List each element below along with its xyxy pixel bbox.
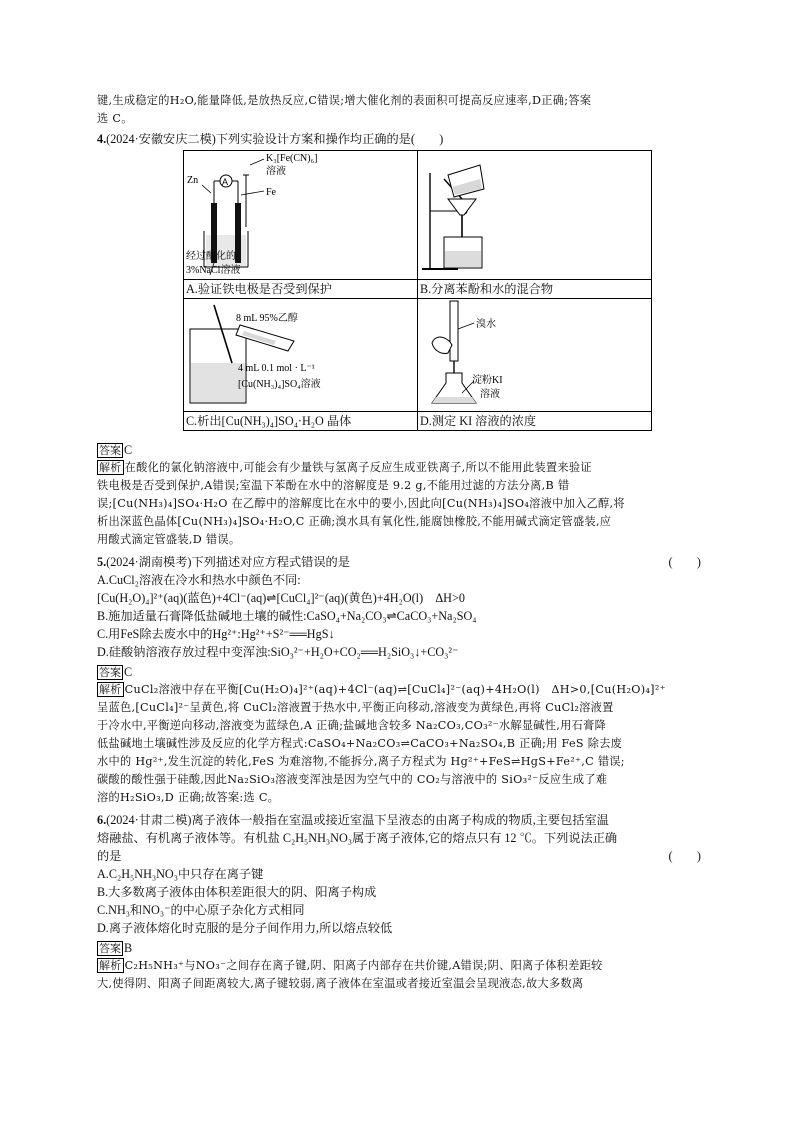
analysis-line: 用酸式滴定管盛装,D 错误。 [97, 533, 241, 546]
answer-value: C [124, 443, 133, 457]
question-stem-text: (2024·安徽安庆二模)下列实验设计方案和操作均正确的是( ) [106, 132, 444, 146]
ammeter-label: A [222, 177, 229, 187]
question-stem-line: 的是 ( ) [97, 849, 701, 863]
solution-label: 3%NaCl溶液 [186, 265, 241, 276]
bromine-water-label: 溴水 [476, 319, 496, 330]
question-5-stem [97, 553, 701, 571]
option-line: D.离子液体熔化时克服的是分子间作用力,所以熔点较低 [97, 921, 393, 935]
caption-c: C.析出[Cu(NH₃)₄]SO₄·H₂O 晶体 [184, 412, 418, 431]
option-line: A.C₂H₅NH₃NO₃中只存在离子键 [97, 867, 264, 881]
experiment-table [183, 150, 652, 431]
analysis-line: 解析 在酸化的氯化钠溶液中,可能会有少量铁与氢离子反应生成亚铁离子,所以不能用此装置来验证 [99, 461, 592, 474]
answer-value: B [124, 941, 133, 955]
caption-a: A.验证铁电极是否受到保护 [184, 280, 418, 299]
intro-line: 选 C。 [97, 112, 133, 125]
answer-tag: 答案 [99, 942, 121, 955]
analysis-line: 解析 C₂H₅NH₃⁺与NO₃⁻之间存在离子键,阴、阳离子内部存在共价键,A错误;阴、阳离子体积差距较 [99, 959, 603, 972]
figure-a [184, 151, 418, 280]
option-line: [Cu(H₂O)₄]²⁺(aq)(蓝色)+4Cl⁻(aq)⇌[CuCl₄]²⁻(aq)(黄色)+4H₂O(l) ΔH>0 [97, 591, 465, 605]
zn-label: Zn [187, 175, 199, 186]
analysis-tag: 解析 [99, 959, 122, 972]
answer-tag: 答案 [99, 444, 121, 457]
solution-label: 经过酸化的 [186, 251, 236, 262]
reagent-label: 溶液 [266, 166, 286, 177]
figure-c [184, 299, 418, 412]
analysis-line: 大,使得阴、阳离子间距离较大,离子键较弱,离子液体在室温或者接近室温会呈现液态,故大多数离 [97, 977, 584, 990]
question-stem-text: (2024·甘肃二模)离子液体一般指在室温或接近室温下呈液态的由离子构成的物质,主要包括室温 [106, 813, 609, 827]
analysis-line: 呈蓝色,[CuCl₄]²⁻呈黄色,将 CuCl₂溶液置于热水中,平衡正向移动,溶液变为黄绿色,再将 CuCl₂溶液置 [97, 701, 614, 714]
intro-line: 键,生成稳定的H₂O,能量降低,是放热反应,C错误;增大催化剂的表面积可提高反应速率,D正确;答案 [97, 94, 592, 107]
analysis-line: 铁电极是否受到保护,A错误;室温下苯酚在水中的溶解度是 9.2 g,不能用过滤的方法分离,B 错 [97, 479, 570, 492]
analysis-line: 析出深蓝色晶体[Cu(NH₃)₄]SO₄·H₂O,C 正确;溴水具有氧化性,能腐蚀橡胶,不能用碱式滴定管盛装,应 [97, 515, 612, 528]
question-stem-line: 熔融盐、有机离子液体等。有机盐 C₂H₅NH₃NO₃属于离子液体,它的熔点只有 12 ℃。下列说法正确 [97, 831, 618, 845]
reagent-label: K₃[Fe(CN)₆] [266, 153, 318, 164]
analysis-line: 于冷水中,平衡逆向移动,溶液变为蓝绿色,A 正确;盐碱地含较多 Na₂CO₃,CO₃²⁻水解显碱性,用石膏降 [97, 719, 607, 732]
filtration-apparatus-figure [418, 151, 649, 279]
answer-blank: ( ) [668, 555, 701, 569]
caption-d: D.测定 KI 溶液的浓度 [418, 412, 652, 431]
question-4-stem [97, 130, 701, 148]
option-line: C.NH₃和NO₃⁻的中心原子杂化方式相同 [97, 903, 305, 917]
answer-blank: ( ) [668, 849, 701, 863]
answer-line [97, 663, 701, 681]
ethanol-label: 8 mL 95%乙醇 [236, 313, 298, 324]
analysis-line: 碳酸的酸性强于硅酸,因此Na₂SiO₃溶液变浑浊是因为空气中的 CO₂与溶液中的 SiO₃²⁻反应生成了难 [97, 773, 608, 786]
question-6-stem [97, 811, 701, 829]
starch-ki-label: 溶液 [480, 389, 500, 400]
analysis-line: 低盐碱地土壤碱性涉及反应的化学方程式:CaSO₄+Na₂CO₃⇌CaCO₃+Na₂SO₄,B 正确;用 FeS 除去废 [97, 737, 623, 750]
page-content [97, 92, 701, 993]
starch-ki-label: 淀粉KI [472, 375, 503, 386]
question-number: 6. [97, 813, 107, 827]
titration-figure [418, 299, 649, 411]
answer-line [97, 939, 701, 957]
option-line: B.施加适量石膏降低盐碱地土壤的碱性:CaSO₄+Na₂CO₃⇌CaCO₃+Na₂SO₄ [97, 609, 477, 623]
question-number: 5. [97, 555, 107, 569]
answer-line [97, 441, 701, 459]
analysis-tag: 解析 [99, 461, 122, 474]
crystallization-figure [184, 299, 415, 411]
complex-solution-label: [Cu(NH₃)₄]SO₄溶液 [238, 379, 321, 390]
option-line: A.CuCl₂溶液在冷水和热水中颜色不同: [97, 573, 301, 587]
option-line: D.硅酸钠溶液存放过程中变浑浊:SiO₃²⁻+H₂O+CO₂══H₂SiO₃↓+CO₃²⁻ [97, 645, 459, 659]
electrolysis-apparatus-figure [184, 151, 415, 279]
answer-value: C [124, 665, 133, 679]
question-number: 4. [97, 132, 107, 146]
option-line: B.大多数离子液体由体积差距很大的阴、阳离子构成 [97, 885, 377, 899]
analysis-line: 溶的H₂SiO₃,D 正确;故答案:选 C。 [97, 791, 280, 804]
answer-tag: 答案 [99, 666, 121, 679]
analysis-line: 解析 CuCl₂溶液中存在平衡[Cu(H₂O)₄]²⁺(aq)+4Cl⁻(aq)⇌[CuCl₄]²⁻(aq)+4H₂O(l) ΔH>0,[Cu(H₂O)₄]²⁺ [99, 683, 666, 696]
question-stem-text: (2024·湖南模考)下列描述对应方程式错误的是 [106, 555, 350, 569]
analysis-line: 误;[Cu(NH₃)₄]SO₄·H₂O 在乙醇中的溶解度比在水中的要小,因此向[Cu(NH₃)₄]SO₄溶液中加入乙醇,将 [97, 497, 625, 510]
figure-d [418, 299, 652, 412]
solution-volume-label: 4 mL 0.1 mol · L⁻¹ [238, 363, 315, 374]
fe-label: Fe [266, 187, 276, 198]
option-line: C.用FeS除去废水中的Hg²⁺:Hg²⁺+S²⁻══HgS↓ [97, 627, 335, 641]
analysis-line: 水中的 Hg²⁺,发生沉淀的转化,FeS 为难溶物,不能拆分,离子方程式为 Hg²⁺+FeS⇌HgS+Fe²⁺,C 错误; [97, 755, 625, 768]
figure-b [418, 151, 652, 280]
analysis-tag: 解析 [99, 683, 122, 696]
caption-b: B.分离苯酚和水的混合物 [418, 280, 652, 299]
